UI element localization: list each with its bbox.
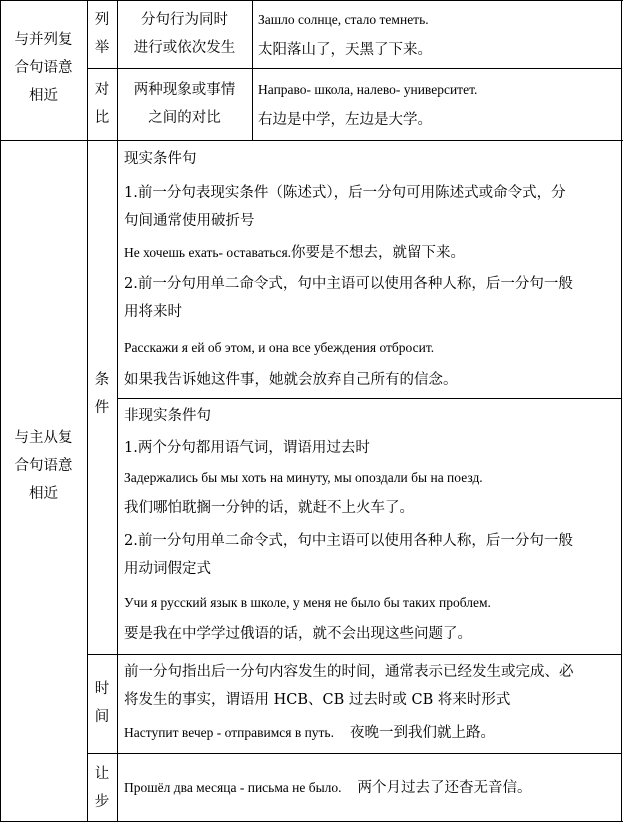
type-label-time <box>87 675 117 731</box>
example-zh: 右边是中学，左边是大学。 <box>258 112 432 128</box>
type-char: 步 <box>94 794 110 810</box>
row-divider-real-unreal <box>117 398 622 399</box>
section-title-line: 与主从复 <box>14 430 73 446</box>
type-label-condition <box>87 366 117 422</box>
description-contrast <box>117 76 252 132</box>
section-title-line: 合句语意 <box>14 458 73 474</box>
description-line: 进行或依次发生 <box>133 40 236 56</box>
table-border-top <box>0 0 623 1</box>
table-border-right <box>621 0 622 822</box>
rule-line: 前一分句指出后一分句内容发生的时间，通常表示已经发生或完成、必 <box>124 664 574 680</box>
type-char: 时 <box>94 681 110 697</box>
real-condition-example-1 <box>124 239 465 267</box>
example-ru: Задержались бы мы хоть на минуту, мы опоздали бы на поезд. <box>124 470 483 485</box>
type-char: 条 <box>94 372 110 388</box>
example-zh: 太阳落山了，天黑了下来。 <box>258 42 432 58</box>
unreal-condition-rule-1: 1.两个分句都用语气词，谓语用过去时 <box>124 440 370 456</box>
example-ru: Не хочешь ехать- оставаться. <box>124 245 292 260</box>
example-ru: Прошёл два месяца - письма не было. <box>124 780 342 795</box>
example-zh: 要是我在中学学过俄语的话，就不会出现这些问题了。 <box>124 626 472 642</box>
section-title-coordinate <box>0 26 87 110</box>
example-zh: 如果我告诉她这件事，她就会放弃自己所有的信念。 <box>124 372 458 388</box>
concession-example <box>124 774 532 802</box>
rule-line: 2.前一分句用单二命令式，句中主语可以使用各种人称，后一分句一般 <box>124 533 573 549</box>
type-char: 举 <box>94 40 110 56</box>
section-title-subordinate <box>0 424 87 508</box>
example-ru: Наступит вечер - отправимся в путь. <box>124 725 334 740</box>
rule-line: 2.前一分句用单二命令式，句中主语可以使用各种人称，后一分句一般 <box>124 276 573 292</box>
time-description <box>124 658 574 714</box>
rule-line: 用将来时 <box>124 304 182 320</box>
type-char: 件 <box>94 400 110 416</box>
section-title-line: 合句语意 <box>14 60 73 76</box>
example-ru: Зашло солнце, стало темнеть. <box>258 12 429 27</box>
example-zh: 你要是不想去，就留下来。 <box>291 245 466 261</box>
section-title-line: 相近 <box>29 486 58 502</box>
description-line: 之间的对比 <box>148 110 221 126</box>
type-char: 列 <box>94 12 110 28</box>
real-condition-rule-1 <box>124 179 566 235</box>
type-char: 对 <box>94 82 110 98</box>
type-label-enumeration <box>87 6 117 62</box>
type-char: 让 <box>94 766 110 782</box>
description-enumeration <box>117 6 252 62</box>
type-label-contrast <box>87 76 117 132</box>
section-title-line: 相近 <box>29 88 58 104</box>
description-line: 两种现象或事情 <box>133 82 236 98</box>
real-condition-heading: 现实条件句 <box>124 151 197 167</box>
column-divider-3 <box>252 0 253 140</box>
time-example <box>124 719 495 747</box>
row-divider-tiaojian-shijian <box>87 654 622 655</box>
type-char: 间 <box>94 709 110 725</box>
description-line: 分句行为同时 <box>141 12 228 28</box>
row-divider-lie-dui <box>87 68 622 69</box>
rule-line: 1.前一分句表现实条件（陈述式），后一分句可用陈述式或命令式，分 <box>124 185 566 201</box>
rule-line: 将发生的事实，谓语用 НСВ、СВ 过去时或 СВ 将来时形式 <box>124 692 511 708</box>
section-divider <box>0 140 623 141</box>
row-divider-shijian-rangbu <box>87 753 622 754</box>
example-ru: Направо- школа, налево- университет. <box>258 82 478 97</box>
rule-line: 句间通常使用破折号 <box>124 213 255 229</box>
unreal-condition-rule-2 <box>124 527 573 583</box>
table-border-bottom <box>0 821 623 822</box>
example-zh: 两个月过去了还杳无音信。 <box>357 780 532 796</box>
section-title-line: 与并列复 <box>14 32 73 48</box>
example-ru: Учи я русский язык в школе, у меня не было бы таких проблем. <box>124 595 491 610</box>
table-border-left <box>0 0 1 822</box>
example-zh: 我们哪怕耽搁一分钟的话，就赶不上火车了。 <box>124 500 414 516</box>
example-zh: 夜晚一到我们就上路。 <box>349 725 495 741</box>
type-char: 比 <box>94 110 110 126</box>
example-ru: Расскажи я ей об этом, и она все убеждения отбросит. <box>124 340 435 355</box>
unreal-condition-heading: 非现实条件句 <box>124 408 211 424</box>
type-label-concession <box>87 760 117 816</box>
real-condition-rule-2 <box>124 270 573 326</box>
rule-line: 用动词假定式 <box>124 561 211 577</box>
